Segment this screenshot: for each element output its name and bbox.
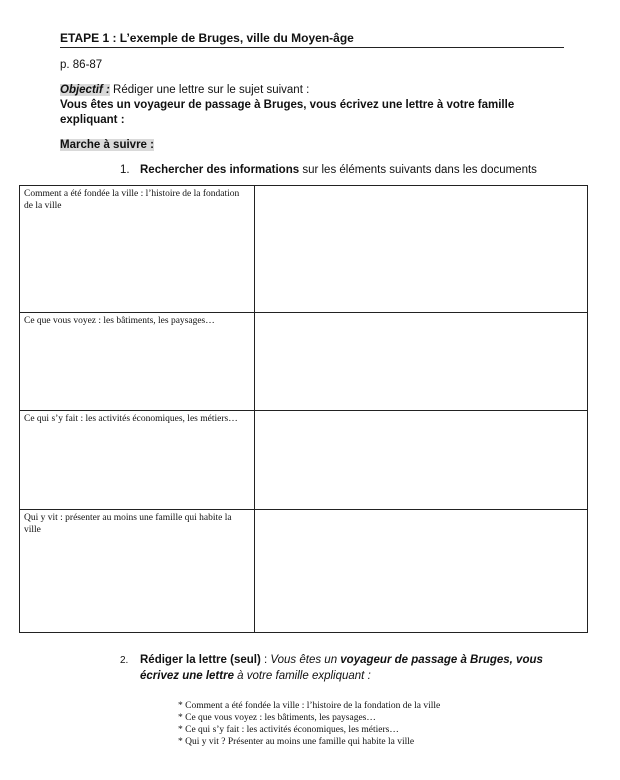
objective-block (60, 83, 570, 128)
table-cell-prompt: Ce qui s’y fait : les activités économiques, les métiers… (20, 411, 255, 510)
table-cell-answer[interactable] (255, 510, 588, 633)
table-cell-prompt: Comment a été fondée la ville : l’histoire de la fondation de la ville (20, 186, 255, 313)
table-row (20, 313, 588, 411)
step-1 (120, 164, 537, 176)
table-cell-answer[interactable] (255, 186, 588, 313)
objective-label: Objectif : (60, 84, 110, 96)
table-cell-prompt: Ce que vous voyez : les bâtiments, les paysages… (20, 313, 255, 411)
step-1-text: sur les éléments suivants dans les documents (299, 164, 537, 176)
steps-heading: Marche à suivre : (60, 139, 154, 151)
page-reference: p. 86-87 (60, 59, 103, 71)
list-item: * Ce qui s’y fait : les activités économiques, les métiers… (178, 725, 399, 735)
list-item: * Ce que vous voyez : les bâtiments, les paysages… (178, 713, 376, 723)
table-row (20, 186, 588, 313)
objective-text: Rédiger une lettre sur le sujet suivant : (109, 84, 310, 96)
page-title: ETAPE 1 : L’exemple de Bruges, ville du Moyen-âge (60, 31, 564, 48)
step-2-number: 2. (120, 655, 129, 666)
research-table (19, 185, 588, 633)
step-1-number: 1. (120, 164, 130, 176)
table-row (20, 411, 588, 510)
list-item: * Qui y vit ? Présenter au moins une famille qui habite la ville (178, 737, 415, 747)
list-item: * Comment a été fondée la ville : l’histoire de la fondation de la ville (178, 701, 441, 711)
objective-subject: Vous êtes un voyageur de passage à Bruges, vous écrivez une lettre à votre famille expliquant : (60, 99, 515, 126)
bullet-list (178, 700, 440, 748)
table-cell-answer[interactable] (255, 411, 588, 510)
table-cell-answer[interactable] (255, 313, 588, 411)
step-2-text: Rédiger la lettre (seul) : Vous êtes un voyageur de passage à Bruges, vous écrivez une lettre à votre famille expliquant : (140, 654, 543, 682)
table-cell-prompt: Qui y vit : présenter au moins une famille qui habite la ville (20, 510, 255, 633)
table-row (20, 510, 588, 633)
step-1-bold: Rechercher des informations (140, 164, 300, 176)
